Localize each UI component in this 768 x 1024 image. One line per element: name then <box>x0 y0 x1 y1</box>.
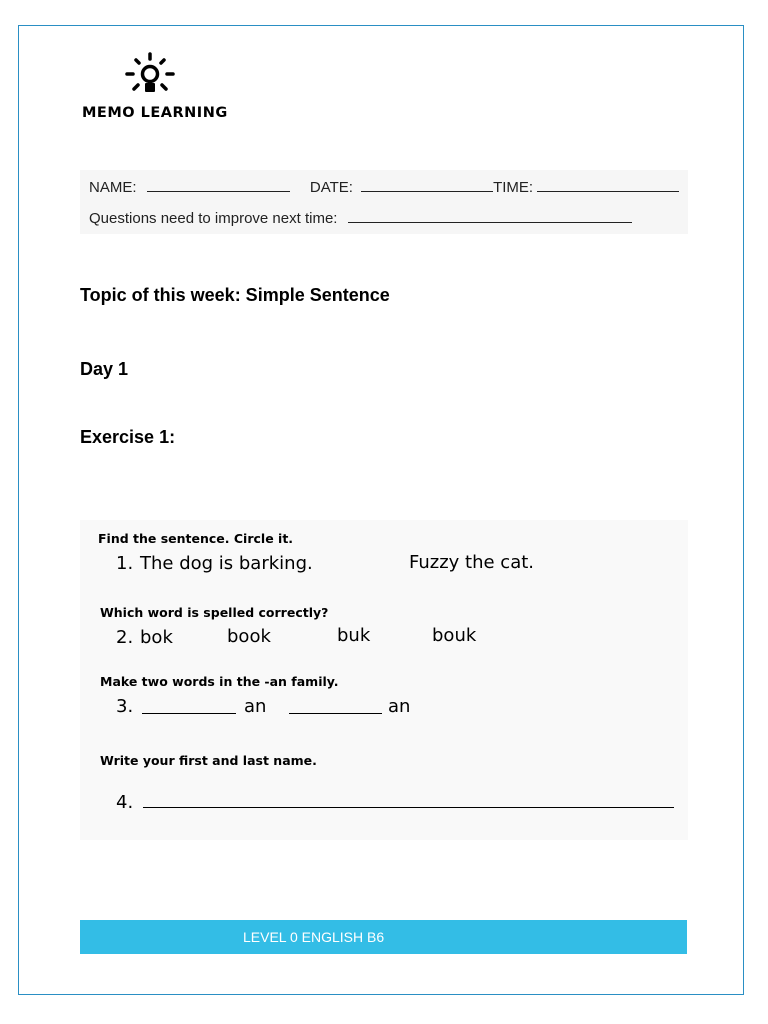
question-2-option[interactable]: book <box>227 626 271 647</box>
question-3-suffix: an <box>244 696 267 717</box>
answer-blank-1[interactable] <box>142 713 236 714</box>
info-row-bottom <box>89 208 632 227</box>
question-1-option-b[interactable]: Fuzzy the cat. <box>409 552 535 573</box>
question-2-option[interactable]: bouk <box>432 625 477 646</box>
question-2-option[interactable]: buk <box>337 625 371 646</box>
question-3-number: 3. <box>116 696 134 717</box>
info-row-top <box>89 177 679 196</box>
question-3-suffix: an <box>388 696 411 717</box>
question-2-option[interactable]: bok <box>140 627 173 648</box>
question-1-option-a[interactable]: The dog is barking. <box>140 553 313 574</box>
date-field[interactable] <box>361 177 493 192</box>
time-label: TIME: <box>493 179 534 196</box>
question-4-number: 4. <box>116 792 134 813</box>
name-field[interactable] <box>147 177 290 192</box>
question-1-number: 1. <box>116 553 134 574</box>
student-info-box <box>80 170 688 234</box>
date-label: DATE: <box>309 179 353 196</box>
question-2-title: Which word is spelled correctly? <box>100 605 329 620</box>
questions-field[interactable] <box>348 208 632 223</box>
question-1-title: Find the sentence. Circle it. <box>98 531 294 546</box>
time-field[interactable] <box>537 177 679 192</box>
answer-blank-2[interactable] <box>289 713 382 714</box>
topic-heading: Topic of this week: Simple Sentence <box>80 285 390 305</box>
question-3-title: Make two words in the -an family. <box>100 674 339 689</box>
logo-text: MEMO LEARNING <box>82 105 228 121</box>
question-2-number: 2. <box>116 627 134 648</box>
lightbulb-icon <box>124 52 176 98</box>
footer-bar <box>80 920 687 954</box>
exercise-sheet <box>80 520 688 840</box>
question-4-title: Write your first and last name. <box>100 753 317 768</box>
exercise-heading: Exercise 1: <box>80 427 176 447</box>
day-heading: Day 1 <box>80 359 129 379</box>
name-label: NAME: <box>89 179 137 196</box>
name-answer-line[interactable] <box>143 807 674 808</box>
footer-label: LEVEL 0 ENGLISH B6 <box>243 929 385 945</box>
questions-label: Questions need to improve next time: <box>89 210 338 227</box>
logo <box>80 50 228 125</box>
